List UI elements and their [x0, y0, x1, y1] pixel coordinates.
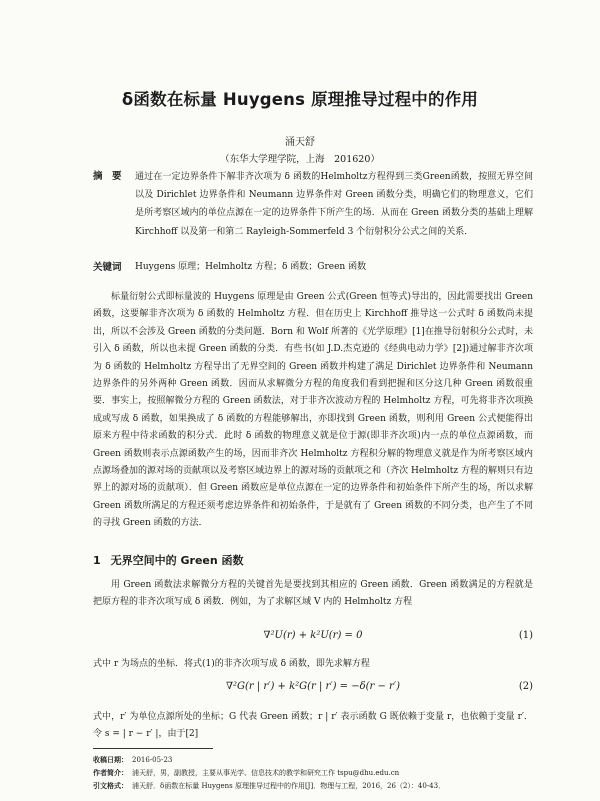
equation-1-text: 式中 r 为场点的坐标．将式(1)的非齐次项写成 δ 函数，即先求解方程: [93, 659, 370, 669]
paper-affiliation: （东华大学理学院，上海 201620）: [220, 154, 380, 165]
section-number: 1: [93, 554, 101, 567]
footnote-received-value: 2016-05-23: [132, 756, 173, 764]
footnote-citation-value: 浦天舒．δ函数在标量 Huygens 原理推导过程中的作用[J]．物理与工程，2016，26（2）：40-43．: [132, 782, 446, 790]
section-paragraph: 用 Green 函数法求解微分方程的关键首先是要找到其相应的 Green 函数．Green 函数满足的方程就是把原方程的非齐次项写成 δ 函数．例如，为了求解区域 V 内的 Helmholtz 方程: [93, 580, 533, 608]
footnote-author-value: 浦天舒，男，副教授，主要从事光学、信息技术的教学和研究工作 tspu@dhu.edu.cn: [132, 769, 400, 777]
footnote-divider: [93, 748, 213, 749]
footnote-citation: [93, 781, 553, 791]
footnote-received-label: 收稿日期：: [93, 755, 128, 764]
section-heading: [93, 552, 244, 568]
paper-title: δ函数在标量 Huygens 原理推导过程中的作用: [121, 90, 479, 109]
footnote-author: [93, 768, 553, 778]
equation-1-number: (1): [518, 630, 533, 641]
keywords-label: 关键词: [93, 262, 122, 273]
footnote-author-label: 作者简介：: [93, 768, 128, 777]
footnote-citation-label: 引文格式：: [93, 781, 128, 790]
keywords-text: Huygens 原理；Helmholtz 方程；δ 函数；Green 函数: [135, 262, 367, 272]
paper-author: 涌天舒: [285, 137, 315, 148]
abstract-text: 通过在一定边界条件下解非齐次项为 δ 函数的Helmholtz方程得到三类Green函数，按照无界空间以及 Dirichlet 边界条件和 Neumann 边界条件对 Green 函数分类，明确它们的物理意义，它们是所考察区域内的单位点源在一定的边界条件下所产生的场．从而在 Green 函数分类的基础上理解 Kirchhoff 以及第一和第二 Rayleigh-Sommerfeld 3 个衍射积分公式之间的关系．: [135, 172, 533, 237]
section-title: 无界空间中的 Green 函数: [110, 554, 244, 567]
intro-paragraph: 标量衍射公式即标量波的 Huygens 原理是由 Green 公式(Green 恒等式)导出的，因此需要找出 Green 函数，这要解非齐次项为 δ 函数的 Helmholtz 方程．但在历史上 Kirchhoff 推导这一公式时 δ 函数尚未提出，所以不会涉及 Green 函数的分类问题．Born 和 Wolf 所著的《光学原理》[1]在推导衍射积分公式时，未引入 δ 函数，所以也未提 Green 函数的分类．有些书(如 J.D.杰克逊的《经典电动力学》[2])通过解非齐次项为 δ 函数的 Helmholtz 方程导出了无界空间的 Green 函数并构建了满足 Dirichlet 边界条件和 Neumann 边界条件的另外两种 Green 函数．因而从求解微分方程的角度我们看到把握和区分这几种 Green 函数很重要．事实上，按照解微分方程的 Green 函数法，对于非齐次波动方程的 Helmholtz 方程，可先将非齐次项换成或写成 δ 函数，如果换成了 δ 函数的方程能够解出，亦即找到 Green 函数，则利用 Green 公式便能得出原来方程中待求函数的积分式．此时 δ 函数的物理意义就是位于源(即非齐次项)内一点的单位点源函数，而 Green 函数则表示点源函数产生的场，因而非齐次 Helmholtz 方程积分解的物理意义就是作为所考察区域内点源场叠加的源对场的贡献项以及考察区域边界上的源对场的贡献项之和（齐次 Helmholtz 方程的解则只有边界上的源对场的贡献项）．但 Green 函数应是单位点源在一定的边界条件和初始条件下所产生的场，所以求解 Green 函数所满足的方程还须考虑边界条件和初始条件，于是就有了 Green 函数的不同分类，也产生了不同的寻找 Green 函数的方法．: [93, 292, 533, 529]
footnote-received: [93, 755, 553, 765]
equation-1-expr: ∇²U(r) + k²U(r) = 0: [263, 630, 363, 641]
equation-2-number: (2): [518, 681, 533, 692]
equation-1: [93, 630, 533, 646]
equation-2-expr: ∇²G(r | r′) + k²G(r | r′) = −δ(r − r′): [226, 681, 400, 692]
abstract: [93, 168, 533, 241]
equation-2-text: 式中，r′ 为单位点源所处的坐标；G 代表 Green 函数；r | r′ 表示函数 G 既依赖于变量 r，也依赖于变量 r′．令 s = | r − r′ |，由于[2]: [93, 712, 533, 740]
abstract-label: 摘 要: [93, 171, 122, 182]
equation-2: [93, 681, 533, 697]
